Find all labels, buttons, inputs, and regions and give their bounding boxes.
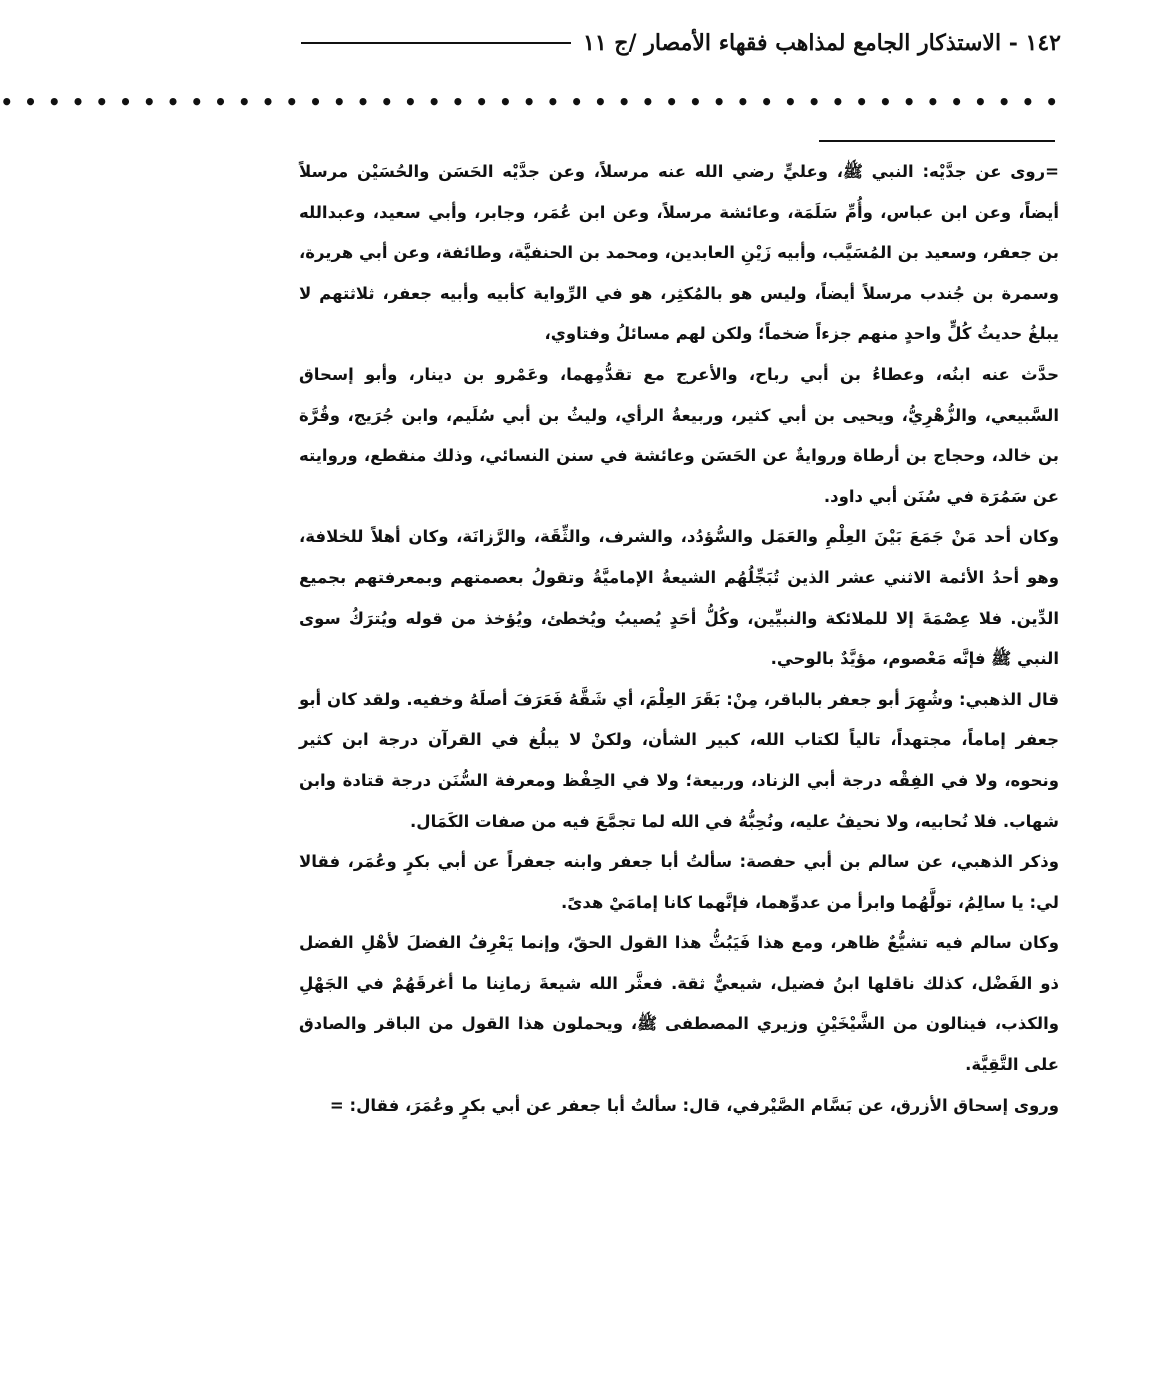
footnote-paragraph-7: وروى إسحاق الأزرق، عن بَسَّام الصَّيْرفي، قال: سألتُ أبا جعفر عن أبي بكرٍ وعُمَرَ، فقال: = (329, 1095, 1059, 1115)
footnote-paragraph-6: وكان سالم فيه تشيُّعٌ ظاهر، ومع هذا فَيَبُثُّ هذا القول الحقّ، وإنما يَعْرِفُ الفضلَ لأهْلِ الفضل ذو الفَضْل، كذلك ناقلها ابنُ فضيل، شيعيٌّ ثقة. فعثَّر الله شيعةَ زمانِنا ما أغرقَهُمْ في الجَهْلِ والكذب، فينالون من الشَّيْخَيْنِ وزيري المصطفى ﷺ، ويحملون هذا القول من الباقر والصادق على التَّقِيَّة. (299, 933, 1059, 1075)
header-rule (301, 42, 571, 44)
footnote-paragraph-4: قال الذهبي: وشُهِرَ أبو جعفر بالباقر، مِنْ: بَقَرَ العِلْمَ، أي شَقَّهُ فَعَرَفَ أصلَهُ وخفيه. ولقد كان أبو جعفر إماماً، مجتهداً، تالياً لكتاب الله، كبير الشأن، ولكنْ لا يبلُغ في القرآن درجة ابن كثير ونحوه، ولا في الفِقْه درجة أبي الزناد، وربيعة؛ ولا في الحِفْظ ومعرفة السُّنَن درجة قتادة وابن شهاب. فلا نُحابيه، ولا نحيفُ عليه، ونُحِبُّهُ في الله لما تجمَّعَ فيه من صفات الكَمَال. (299, 689, 1059, 831)
dot-separator: • • • • • • • • • • • • • • • • • • • • • • • • • • • • • • • • • • • • • • • • • • • • • (0, 90, 1060, 114)
running-head (301, 26, 1061, 60)
footnote-paragraph-2: حدَّث عنه ابنُه، وعطاءُ بن أبي رباح، والأعرج مع تقدُّمِهما، وعَمْرو بن دينار، وأبو إسحاق السَّبيعي، والزُّهْرِيُّ، ويحيى بن أبي كثير، وربيعةُ الرأي، وليثُ بن أبي سُلَيم، وابن جُرَيج، وقُرَّة بن خالد، وحجاج بن أرطاة وروايةٌ عن الحَسَن وعائشة في سنن النسائي، وذلك منقطع، وروايته عن سَمُرَة في سُنَن أبي داود. (299, 364, 1059, 506)
footnote-paragraph-1: =روى عن جدَّيْه: النبي ﷺ، وعليٍّ رضي الله عنه مرسلاً، وعن جدَّيْه الحَسَن والحُسَيْن مرسلاً أيضاً، وعن ابن عباس، وأُمِّ سَلَمَة، وعائشة مرسلاً، وعن ابن عُمَر، وجابر، وأبي سعيد، وعبدالله بن جعفر، وسعيد بن المُسَيَّب، وأبيه زَيْنِ العابدين، ومحمد بن الحنفيَّة، وطائفة، وعن أبي هريرة، وسمرة بن جُندب مرسلاً أيضاً، وليس هو بالمُكثِر، هو في الرِّواية كأبيه وأبيه جعفر، ثلاثتهم لا يبلغُ حديثُ كُلٍّ واحدٍ منهم جزءاً ضخماً؛ ولكن لهم مسائلُ وفتاوي، (299, 162, 1059, 344)
footnote-paragraph-3: وكان أحد مَنْ جَمَعَ بَيْنَ العِلْمِ والعَمَل والسُّؤدُد، والشرف، والثِّقَة، والرَّزانَة، وكان أهلاً للخلافة، وهو أحدُ الأئمة الاثني عشر الذين تُبَجِّلُهُم الشيعةُ الإماميَّةُ وتقولُ بعصمتهم وبمعرفتهم بجميع الدِّين. فلا عِصْمَةَ إلا للملائكة والنبيِّين، وكُلُّ أحَدٍ يُصيبُ ويُخطئ، ويُؤخذ من قوله ويُترَكُ سوى النبي ﷺ فإنَّه مَعْصوم، مؤيَّدٌ بالوحي. (299, 527, 1059, 669)
footnote-paragraph-5: وذكر الذهبي، عن سالم بن أبي حفصة: سألتُ أبا جعفر وابنه جعفراً عن أبي بكرٍ وعُمَر، فقالا لي: يا سالِمُ، تولَّهُما وابرأ من عدوِّهما، فإنَّهما كانا إمامَيْ هدىً. (299, 852, 1059, 912)
running-head-title: ١٤٢ - الاستذكار الجامع لمذاهب فقهاء الأمصار /ج ١١ (583, 30, 1061, 56)
footnote-body (299, 152, 1059, 1126)
footnote-rule (819, 140, 1055, 142)
